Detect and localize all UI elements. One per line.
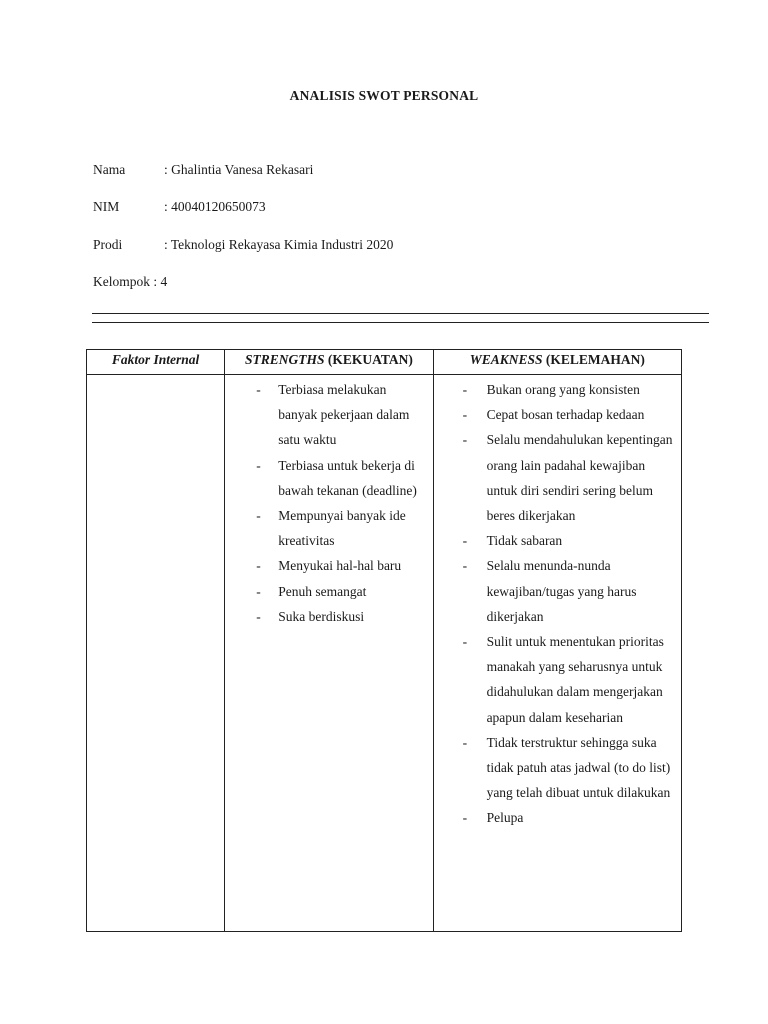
- bullet-dash: -: [462, 634, 468, 650]
- strength-item: [225, 579, 432, 604]
- bullet-dash: -: [462, 533, 468, 549]
- weakness-item: [434, 528, 681, 553]
- bullet-dash: -: [256, 583, 261, 599]
- weakness-cell: [433, 375, 681, 932]
- strength-item-text: Suka berdiskusi: [278, 608, 365, 624]
- weakness-item-text: Selalu menunda-nunda kewajiban/tugas yang harus dikerjakan: [486, 558, 637, 624]
- bullet-dash: -: [256, 608, 261, 624]
- strength-item-text: Terbiasa melakukan banyak pekerjaan dalam satu waktu: [278, 382, 410, 448]
- weakness-item: [434, 427, 681, 528]
- strength-item: [225, 453, 432, 503]
- faktor-internal-label: Faktor Internal: [111, 352, 200, 367]
- swot-table: [86, 349, 682, 932]
- prodi-value: : Teknologi Rekayasa Kimia Industri 2020: [164, 237, 394, 252]
- swot-body-row: [87, 375, 682, 932]
- header-weakness: [433, 350, 681, 375]
- strength-item: [225, 604, 432, 629]
- info-row-nama: [93, 161, 313, 179]
- strength-item-text: Terbiasa untuk bekerja di bawah tekanan (deadline): [278, 457, 417, 498]
- weakness-item: [434, 377, 681, 402]
- nama-value: : Ghalintia Vanesa Rekasari: [164, 162, 314, 177]
- weakness-item-text: Tidak sabaran: [486, 533, 563, 549]
- swot-header-row: [87, 350, 682, 375]
- weakness-list: [434, 375, 681, 831]
- weakness-item-text: Cepat bosan terhadap kedaan: [486, 407, 645, 423]
- weakness-heading-translation: (KELEMAHAN): [542, 352, 645, 367]
- strength-item: [225, 553, 432, 578]
- strength-item-text: Mempunyai banyak ide kreativitas: [278, 508, 406, 549]
- strength-item: [225, 503, 432, 553]
- document-title: ANALISIS SWOT PERSONAL: [289, 88, 479, 103]
- bullet-dash: -: [462, 382, 468, 397]
- info-row-nim: [93, 198, 266, 216]
- weakness-item: [434, 730, 681, 806]
- bullet-dash: -: [256, 382, 261, 397]
- weakness-item: [434, 629, 681, 730]
- header-faktor-internal: [87, 350, 225, 375]
- divider-line-bottom: [92, 322, 709, 323]
- bullet-dash: -: [462, 810, 468, 826]
- strengths-cell: [225, 375, 433, 932]
- info-row-prodi: [93, 236, 393, 254]
- bullet-dash: -: [256, 457, 261, 473]
- strengths-heading-translation: (KEKUATAN): [324, 352, 413, 367]
- weakness-item: [434, 402, 681, 427]
- bullet-dash: -: [462, 558, 468, 574]
- weakness-item-text: Sulit untuk menentukan prioritas manakah yang seharusnya untuk didahulukan dalam mengerjakan apapun dalam keseharian: [486, 634, 664, 725]
- weakness-item-text: Selalu mendahulukan kepentingan orang lain padahal kewajiban untuk diri sendiri sering belum beres dikerjakan: [486, 432, 673, 524]
- info-row-kelompok: [93, 273, 167, 291]
- weakness-item: [434, 805, 681, 830]
- prodi-label: Prodi: [93, 237, 123, 252]
- nama-label: Nama: [93, 162, 126, 177]
- bullet-dash: -: [256, 508, 261, 524]
- faktor-internal-cell: [87, 375, 225, 932]
- bullet-dash: -: [462, 734, 468, 750]
- strengths-heading: STRENGTHS: [244, 352, 325, 367]
- strength-item-text: Penuh semangat: [278, 583, 367, 599]
- bullet-dash: -: [462, 407, 468, 423]
- nim-label: NIM: [93, 199, 120, 214]
- strength-item-text: Menyukai hal-hal baru: [278, 558, 402, 574]
- nim-value: : 40040120650073: [164, 199, 266, 214]
- header-strengths: [225, 350, 433, 375]
- weakness-item-text: Tidak terstruktur sehingga suka tidak patuh atas jadwal (to do list) yang telah dibuat untuk dilakukan: [486, 734, 671, 801]
- bullet-dash: -: [462, 432, 468, 448]
- weakness-item-text: Pelupa: [486, 810, 524, 826]
- weakness-heading: WEAKNESS: [469, 352, 543, 367]
- strength-item: [225, 377, 432, 453]
- kelompok-label: Kelompok: [93, 274, 150, 289]
- kelompok-value: : 4: [150, 274, 168, 289]
- bullet-dash: -: [256, 558, 261, 574]
- strengths-list: [225, 375, 432, 629]
- weakness-item: [434, 553, 681, 629]
- divider-line-top: [92, 313, 709, 314]
- weakness-item-text: Bukan orang yang konsisten: [486, 382, 640, 397]
